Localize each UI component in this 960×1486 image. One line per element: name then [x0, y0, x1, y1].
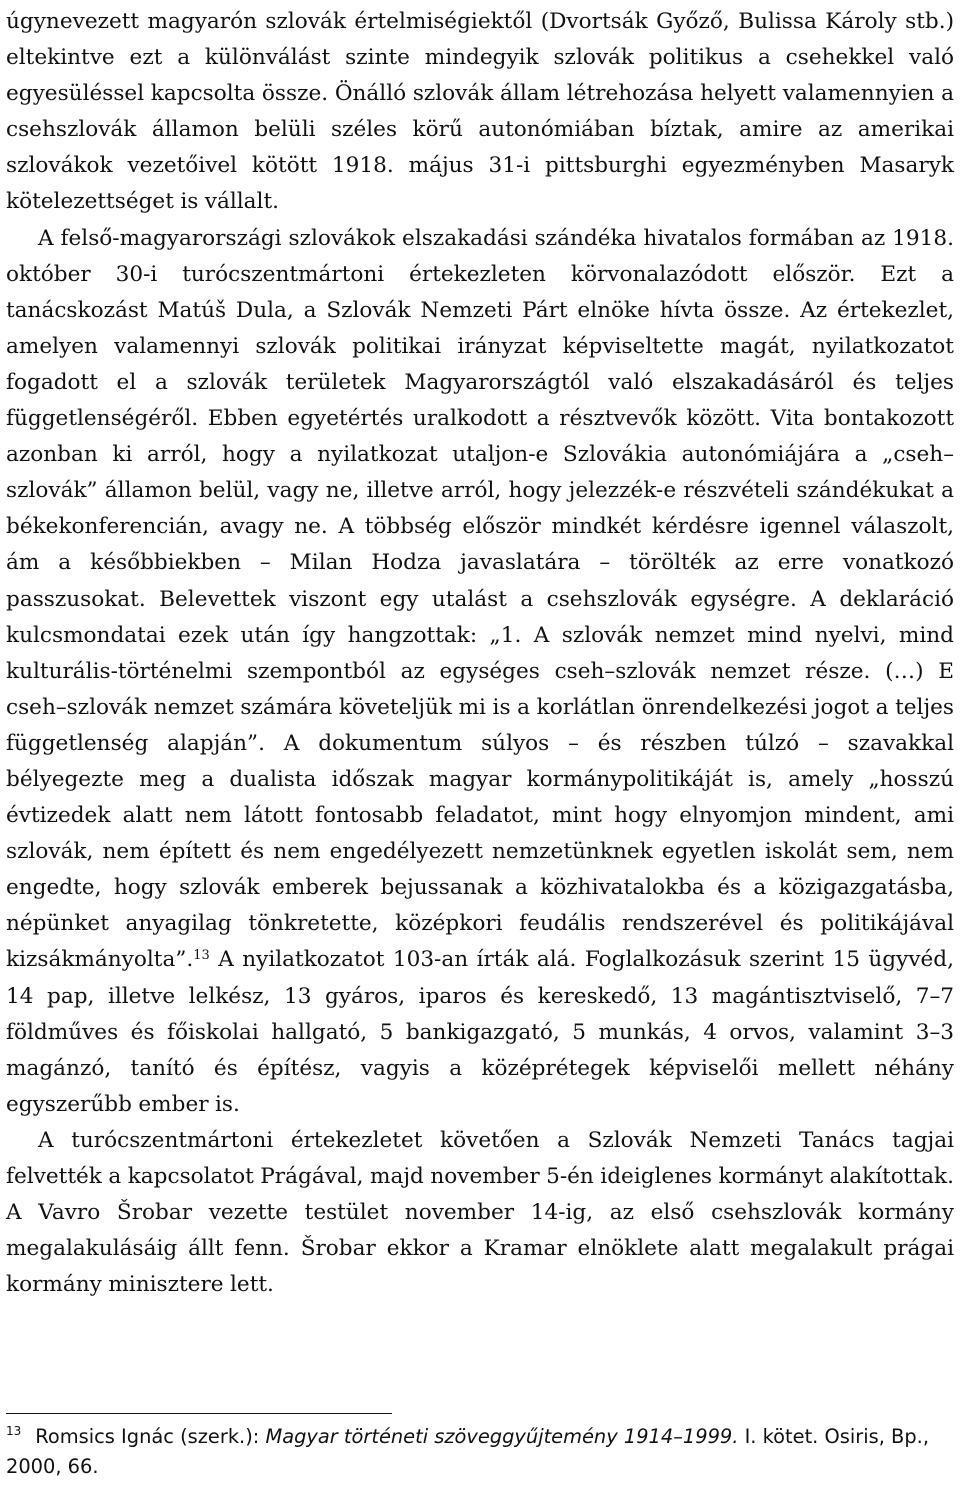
- paragraph-2-text-start: A felső-magyarországi szlovákok elszakadási szándéka hivatalos formában az 1918. október 30-i turócszentmártoni értekezleten körvonalazódott először. Ezt a tanácskozást Matúš Dula, a Szlovák Nemzeti Párt elnöke hívta össze. Az értekezlet, amelyen valamennyi szlovák politikai irányzat képviseltette magát, nyilatkozatot fogadott el a szlovák területek Magyarországtól való elszakadásáról és teljes függetlenségéről. Ebben egyetértés uralkodott a résztvevők között. Vita bontakozott azonban ki arról, hogy a nyilatkozat utaljon-e Szlovákia autonómiájára a „cseh–szlovák” államon belül, vagy ne, illetve arról, hogy jelezzék-e részvételi szándékukat a békekonferencián, avagy ne. A többség először mindkét kérdésre igennel válaszolt, ám a későbbiekben – Milan Hodza javaslatára – törölték az erre vonatkozó passzusokat. Belevettek viszont egy utalást a csehszlovák egységre. A deklaráció kulcsmondatai ezek után így hangzottak: „1. A szlovák nemzet mind nyelvi, mind kulturális-történelmi szempontból az egységes cseh–szlovák nemzet része. (…) E cseh–szlovák nemzet számára követeljük mi is a korlátlan önrendelkezési jogot a teljes függetlenség alapján”. A dokumentum súlyos – és részben túlzó – szavakkal bélyegezte meg a dualista időszak magyar kormánypolitikáját is, amely „hosszú évtizedek alatt nem látott fontosabb feladatot, mint hogy elnyomjon mindent, ami szlovák, nem épített és nem engedélyezett nemzetünknek egyetlen iskolát sem, nem engedte, hogy szlovák emberek bejussanak a közhivatalokba és a közigazgatásba, népünket anyagilag tönkretette, középkori feudális rendszerével és politikájával kizsákmányolta”.: [6, 225, 954, 973]
- footnote-number: 13: [6, 1424, 22, 1438]
- footnote: [6, 1422, 954, 1482]
- footnote-title: Magyar történeti szöveggyűjtemény 1914–1999.: [265, 1425, 739, 1448]
- paragraph-2: [6, 221, 954, 1123]
- paragraph-3-text: A turócszentmártoni értekezletet követően a Szlovák Nemzeti Tanács tagjai felvették a kapcsolatot Prágával, majd november 5-én ideiglenes kormányt alakítottak. A Vavro Šrobar vezette testület november 14-ig, az első csehszlovák kormány megalakulásáig állt fenn. Šrobar ekkor a Kramar elnöklete alatt megalakult prágai kormány minisztere lett.: [6, 1127, 954, 1298]
- paragraph-1-text: úgynevezett magyarón szlovák értelmiségiektől (Dvortsák Győző, Bulissa Károly stb.) eltekintve ezt a különválást szinte mindegyik szlovák politikus a csehekkel való egyesüléssel kapcsolta össze. Önálló szlovák állam létrehozása helyett valamennyien a csehszlovák államon belüli széles körű autonómiában bíztak, amire az amerikai szlovákok vezetőivel kötött 1918. május 31-i pittsburghi egyezményben Masaryk kötelezettséget is vállalt.: [6, 9, 954, 215]
- footnote-reference[interactable]: 13: [193, 948, 210, 964]
- paragraph-1: [6, 4, 954, 221]
- footnote-author: Romsics Ignác (szerk.):: [35, 1425, 260, 1448]
- footnote-separator: [6, 1413, 392, 1414]
- paragraph-2-text-end: A nyilatkozatot 103-an írták alá. Foglalkozásuk szerint 15 ügyvéd, 14 pap, illetve lelkész, 13 gyáros, iparos és kereskedő, 13 magántisztviselő, 7–7 földműves és főiskolai hallgató, 5 bankigazgató, 5 munkás, 4 orvos, valamint 3–3 magánzó, tanító és építész, vagyis a középrétegek képviselői mellett néhány egyszerűbb ember is.: [6, 947, 954, 1117]
- document-page: [6, 4, 954, 1303]
- paragraph-3: [6, 1123, 954, 1303]
- footnote-publication: I. kötet. Osiris, Bp., 2000, 66.: [6, 1425, 929, 1478]
